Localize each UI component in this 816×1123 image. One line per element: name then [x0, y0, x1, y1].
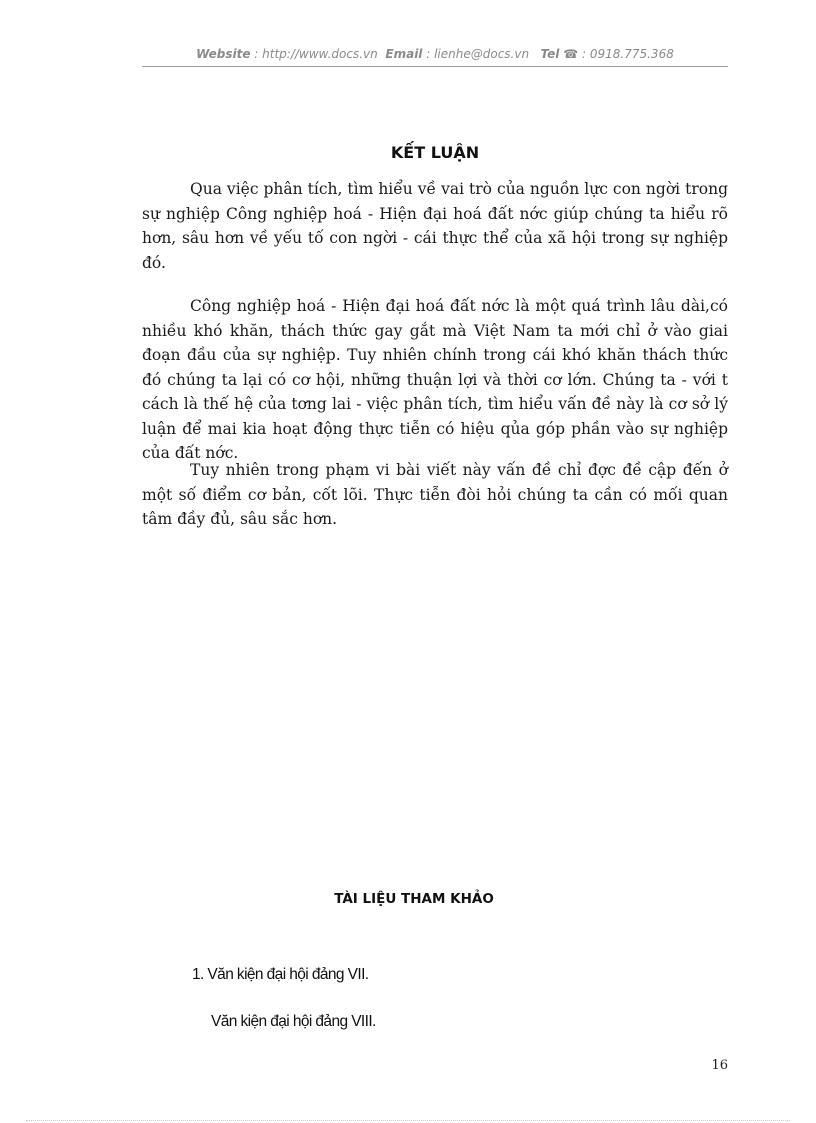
website-link[interactable]: : http://www.docs.vn — [250, 47, 378, 61]
conclusion-paragraph-3: Tuy nhiên trong phạm vi bài viết này vấn đề chỉ đợc đề cập đến ở một số điểm cơ bản, cốt lõi. Thực tiễn đòi hỏi chúng ta cần có mối quan tâm đầy đủ, sâu sắc hơn. — [142, 461, 728, 528]
page-header — [142, 47, 728, 61]
page-bottom-border — [26, 1120, 790, 1121]
reference-item: Văn kiện đại hội đảng VIII. — [211, 1013, 376, 1030]
email-link[interactable]: : lienhe@docs.vn — [422, 47, 530, 61]
reference-item: 1. Văn kiện đại hội đảng VII. — [192, 966, 369, 983]
header-divider — [142, 66, 728, 67]
email-label: Email — [385, 47, 423, 61]
website-label: Website — [196, 47, 251, 61]
page-number: 16 — [711, 1058, 728, 1073]
tel-value: ☎ : 0918.775.368 — [559, 47, 674, 61]
conclusion-paragraph-2: Công nghiệp hoá - Hiện đại hoá đất nớc là một quá trình lâu dài,có nhiều khó khăn, thách thức gay gắt mà Việt Nam ta mới chỉ ở vào giai đoạn đầu của sự nghiệp. Tuy nhiên chính trong cái khó khăn thách thức đó chúng ta lại có cơ hội, những thuận lợi và thời cơ lớn. Chúng ta - với t cách là thế hệ của tơng lai - việc phân tích, tìm hiểu vấn đề này là cơ sở lý luận để mai kia hoạt động thực tiễn có hiệu qủa góp phần vào sự nghiệp của đất nớc. — [142, 297, 728, 462]
conclusion-title: KẾT LUẬN — [390, 143, 480, 162]
conclusion-paragraph-1: Qua việc phân tích, tìm hiểu về vai trò của nguồn lực con ngời trong sự nghiệp Công nghiệp hoá - Hiện đại hoá đất nớc giúp chúng ta hiểu rõ hơn, sâu hơn về yếu tố con ngời - cái thực thể của xã hội trong sự nghiệp đó. — [142, 180, 728, 272]
tel-label: Tel — [540, 47, 560, 61]
references-title: TÀI LIỆU THAM KHẢO — [334, 891, 494, 907]
